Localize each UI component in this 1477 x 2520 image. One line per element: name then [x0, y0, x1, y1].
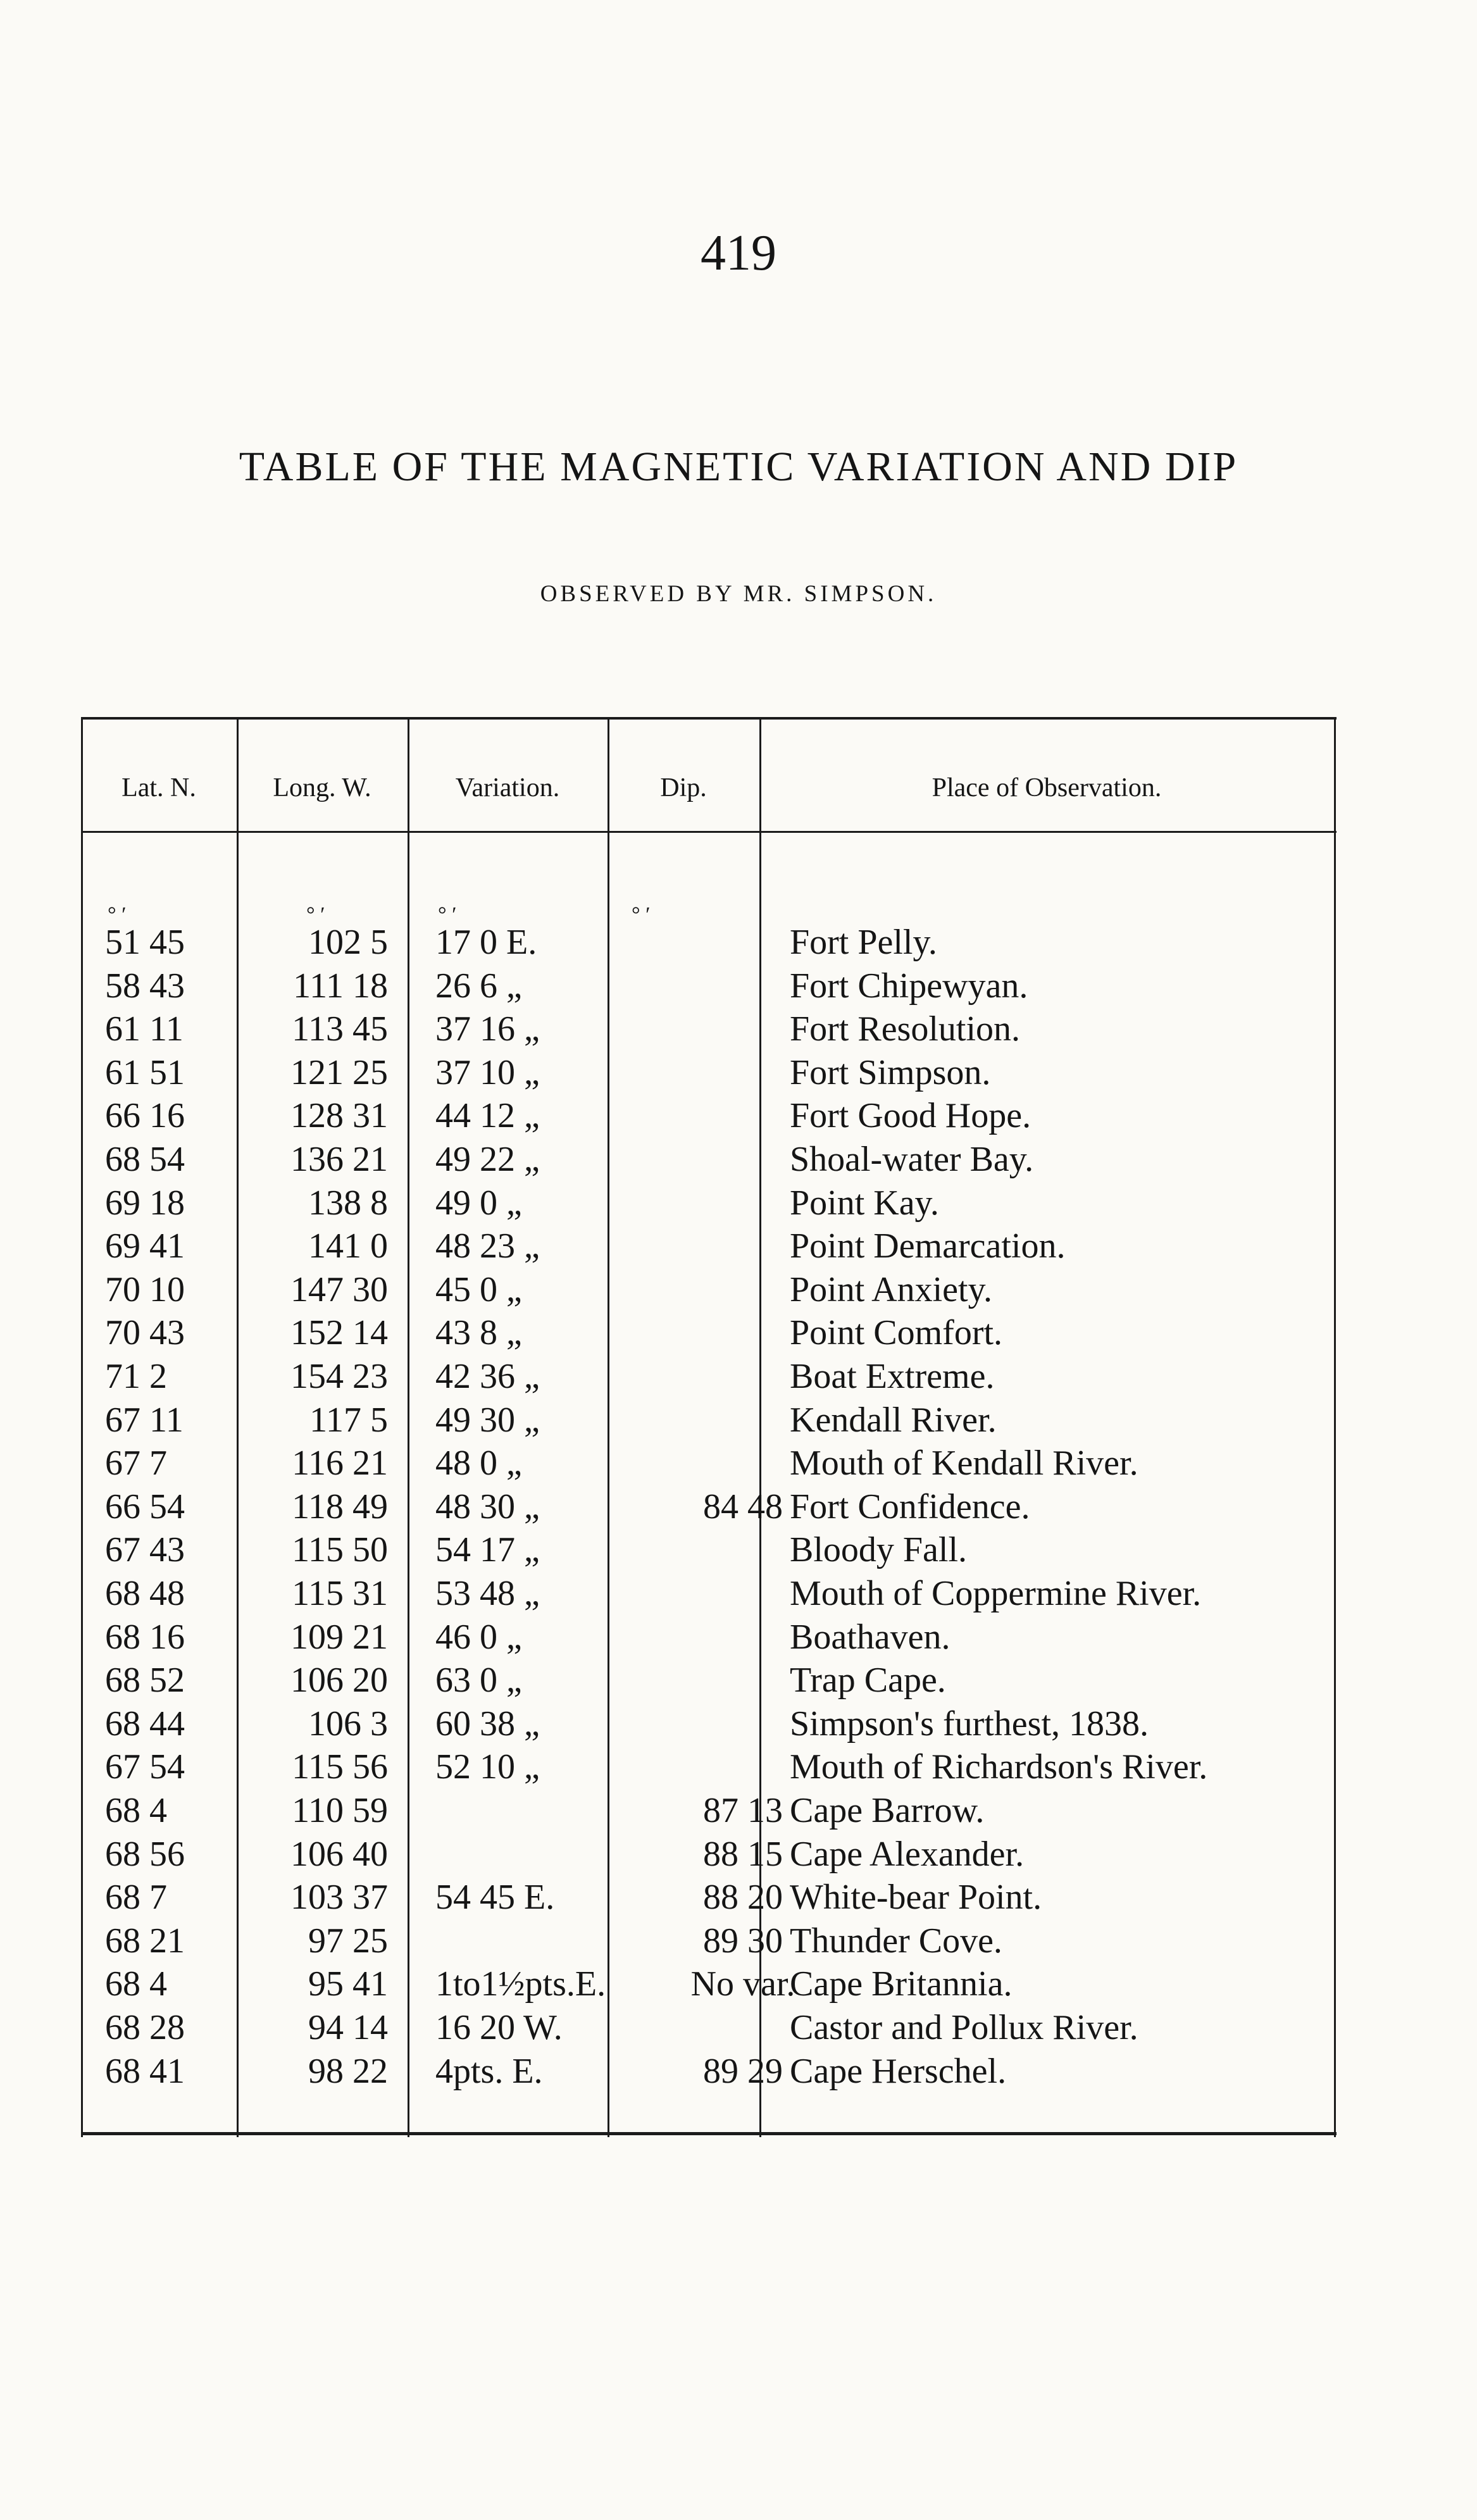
- long-cell: 115 31: [292, 1574, 388, 1613]
- table-row: [81, 1702, 1337, 1745]
- place-cell: Cape Herschel.: [790, 2051, 1007, 2091]
- long-cell: 106 3: [308, 1704, 388, 1743]
- lat-cell: 70 43: [105, 1313, 185, 1353]
- table-row: [81, 1485, 1337, 1528]
- variation-cell: 1to1½pts.E.: [435, 1964, 606, 2004]
- long-cell: 95 41: [308, 1964, 388, 2004]
- place-cell: Point Anxiety.: [790, 1269, 992, 1309]
- variation-cell: 52 10 „: [435, 1747, 540, 1787]
- table-row: [81, 1268, 1337, 1311]
- variation-cell: 49 22 „: [435, 1140, 540, 1179]
- lat-cell: 68 4: [105, 1791, 167, 1830]
- table-row: [81, 1399, 1337, 1442]
- variation-cell: 45 0 „: [435, 1269, 522, 1309]
- lat-cell: 68 41: [105, 2051, 185, 2091]
- lat-cell: 67 43: [105, 1530, 185, 1570]
- lat-cell: 58 43: [105, 966, 185, 1006]
- header-long: Long. W.: [273, 773, 371, 802]
- variation-cell: 37 16 „: [435, 1009, 540, 1049]
- variation-cell: 48 23 „: [435, 1226, 540, 1266]
- place-cell: Boathaven.: [790, 1617, 950, 1657]
- lat-cell: 61 11: [105, 1009, 184, 1049]
- table-row: [81, 1616, 1337, 1659]
- table-row: [81, 1094, 1337, 1137]
- table-row: [81, 2006, 1337, 2049]
- lat-cell: 68 44: [105, 1704, 185, 1743]
- page-number: 419: [701, 225, 776, 281]
- place-cell: Mouth of Coppermine River.: [790, 1574, 1202, 1613]
- place-cell: Fort Pelly.: [790, 923, 937, 962]
- place-cell: Fort Resolution.: [790, 1009, 1021, 1049]
- table-row: [81, 2050, 1337, 2093]
- table-row: [81, 1355, 1337, 1398]
- long-cell: 115 56: [292, 1747, 388, 1787]
- long-cell: 152 14: [290, 1313, 388, 1353]
- lat-cell: 68 28: [105, 2008, 185, 2047]
- table-row: [81, 1572, 1337, 1615]
- lat-cell: 68 56: [105, 1834, 185, 1874]
- variation-cell: 37 10 „: [435, 1052, 540, 1092]
- variation-cell: 48 0 „: [435, 1444, 522, 1483]
- table-bottom-rule: [81, 2132, 1337, 2135]
- table-row: [81, 1876, 1337, 1919]
- lat-cell: 69 41: [105, 1226, 185, 1266]
- place-cell: Bloody Fall.: [790, 1530, 968, 1570]
- long-cell: 154 23: [290, 1357, 388, 1396]
- dip-cell: 88 15: [703, 1834, 783, 1874]
- lat-cell: 68 7: [105, 1878, 167, 1918]
- lat-cell: 68 48: [105, 1574, 185, 1613]
- table-title: TABLE OF THE MAGNETIC VARIATION AND DIP: [239, 444, 1238, 490]
- table-row: [81, 1789, 1337, 1832]
- lat-cell: 66 16: [105, 1096, 185, 1136]
- lat-cell: 67 11: [105, 1400, 184, 1440]
- long-cell: 116 21: [292, 1444, 388, 1483]
- variation-cell: 48 30 „: [435, 1487, 540, 1526]
- long-cell: 136 21: [290, 1140, 388, 1179]
- long-cell: 117 5: [309, 1400, 388, 1440]
- place-cell: Point Comfort.: [790, 1313, 1003, 1353]
- magnetic-variation-table: [81, 717, 1337, 2137]
- long-cell: 138 8: [308, 1183, 388, 1223]
- long-cell: 115 50: [292, 1530, 388, 1570]
- place-cell: Castor and Pollux River.: [790, 2008, 1138, 2047]
- table-row: [81, 1919, 1337, 1962]
- table-row: [81, 1051, 1337, 1094]
- place-cell: Mouth of Kendall River.: [790, 1444, 1138, 1483]
- long-cell: 121 25: [290, 1052, 388, 1092]
- dip-cell: No var.: [690, 1964, 795, 2004]
- long-cell: 118 49: [292, 1487, 388, 1526]
- place-cell: Fort Chipewyan.: [790, 966, 1028, 1006]
- lat-cell: 68 21: [105, 1921, 185, 1961]
- place-cell: Point Demarcation.: [790, 1226, 1066, 1266]
- long-cell: 110 59: [292, 1791, 388, 1830]
- lat-cell: 66 54: [105, 1487, 185, 1526]
- table-row: [81, 964, 1337, 1007]
- dip-cell: 88 20: [703, 1878, 783, 1918]
- variation-cell: 49 0 „: [435, 1183, 522, 1223]
- long-cell: 141 0: [308, 1226, 388, 1266]
- place-cell: Kendall River.: [790, 1400, 997, 1440]
- lat-cell: 71 2: [105, 1357, 167, 1396]
- variation-cell: 16 20 W.: [435, 2008, 563, 2047]
- place-cell: Fort Simpson.: [790, 1052, 991, 1092]
- header-dip: Dip.: [660, 773, 707, 802]
- place-cell: Fort Confidence.: [790, 1487, 1030, 1526]
- lat-cell: 68 54: [105, 1140, 185, 1179]
- variation-cell: 49 30 „: [435, 1400, 540, 1440]
- place-cell: Fort Good Hope.: [790, 1096, 1031, 1136]
- variation-cell: 63 0 „: [435, 1661, 522, 1700]
- long-cell: 94 14: [308, 2008, 388, 2047]
- table-row: [81, 1007, 1337, 1051]
- variation-cell: 26 6 „: [435, 966, 522, 1006]
- variation-cell: 42 36 „: [435, 1357, 540, 1396]
- variation-cell: 53 48 „: [435, 1574, 540, 1613]
- lat-cell: 67 54: [105, 1747, 185, 1787]
- lat-cell: 61 51: [105, 1052, 185, 1092]
- long-cell: 106 40: [290, 1834, 388, 1874]
- table-row: [81, 921, 1337, 964]
- table-row: [81, 1833, 1337, 1876]
- lat-cell: 70 10: [105, 1269, 185, 1309]
- variation-cell: 43 8 „: [435, 1313, 522, 1353]
- dip-cell: 87 13: [703, 1791, 783, 1830]
- degree-mark-long: ° ′: [306, 903, 325, 926]
- lat-cell: 69 18: [105, 1183, 185, 1223]
- long-cell: 103 37: [290, 1878, 388, 1918]
- long-cell: 128 31: [290, 1096, 388, 1136]
- long-cell: 111 18: [293, 966, 388, 1006]
- header-variation: Variation.: [455, 773, 560, 802]
- dip-cell: 84 48: [703, 1487, 783, 1526]
- long-cell: 97 25: [308, 1921, 388, 1961]
- header-bottom-rule: [81, 831, 1337, 833]
- lat-cell: 51 45: [105, 923, 185, 962]
- long-cell: 98 22: [308, 2051, 388, 2091]
- dip-cell: 89 29: [703, 2051, 783, 2091]
- variation-cell: 46 0 „: [435, 1617, 522, 1657]
- table-row: [81, 1182, 1337, 1225]
- place-cell: Boat Extreme.: [790, 1357, 995, 1396]
- variation-cell: 54 17 „: [435, 1530, 540, 1570]
- table-row: [81, 1442, 1337, 1485]
- table-row: [81, 1745, 1337, 1788]
- table-row: [81, 1311, 1337, 1354]
- degree-mark-variation: ° ′: [438, 903, 457, 926]
- lat-cell: 68 16: [105, 1617, 185, 1657]
- lat-cell: 68 52: [105, 1661, 185, 1700]
- long-cell: 109 21: [290, 1617, 388, 1657]
- place-cell: Thunder Cove.: [790, 1921, 1002, 1961]
- place-cell: Mouth of Richardson's River.: [790, 1747, 1208, 1787]
- table-subtitle: OBSERVED BY MR. SIMPSON.: [540, 581, 937, 607]
- place-cell: Simpson's furthest, 1838.: [790, 1704, 1149, 1743]
- variation-cell: 60 38 „: [435, 1704, 540, 1743]
- place-cell: White-bear Point.: [790, 1878, 1042, 1918]
- table-row: [81, 1962, 1337, 2005]
- degree-mark-lat: ° ′: [108, 903, 127, 926]
- long-cell: 147 30: [290, 1269, 388, 1309]
- dip-cell: 89 30: [703, 1921, 783, 1961]
- variation-cell: 17 0 E.: [435, 923, 537, 962]
- table-row: [81, 1225, 1337, 1268]
- table-top-rule: [81, 717, 1337, 720]
- table-row: [81, 1138, 1337, 1181]
- variation-cell: 4pts. E.: [435, 2051, 543, 2091]
- long-cell: 102 5: [308, 923, 388, 962]
- header-lat: Lat. N.: [122, 773, 196, 802]
- place-cell: Trap Cape.: [790, 1661, 946, 1700]
- place-cell: Cape Barrow.: [790, 1791, 985, 1830]
- place-cell: Point Kay.: [790, 1183, 939, 1223]
- table-row: [81, 1528, 1337, 1571]
- variation-cell: 44 12 „: [435, 1096, 540, 1136]
- table-row: [81, 1659, 1337, 1702]
- long-cell: 113 45: [292, 1009, 388, 1049]
- place-cell: Cape Britannia.: [790, 1964, 1013, 2004]
- lat-cell: 68 4: [105, 1964, 167, 2004]
- place-cell: Cape Alexander.: [790, 1834, 1025, 1874]
- variation-cell: 54 45 E.: [435, 1878, 555, 1918]
- long-cell: 106 20: [290, 1661, 388, 1700]
- place-cell: Shoal-water Bay.: [790, 1140, 1034, 1179]
- header-place: Place of Observation.: [932, 773, 1162, 802]
- lat-cell: 67 7: [105, 1444, 167, 1483]
- degree-mark-dip: ° ′: [632, 903, 651, 926]
